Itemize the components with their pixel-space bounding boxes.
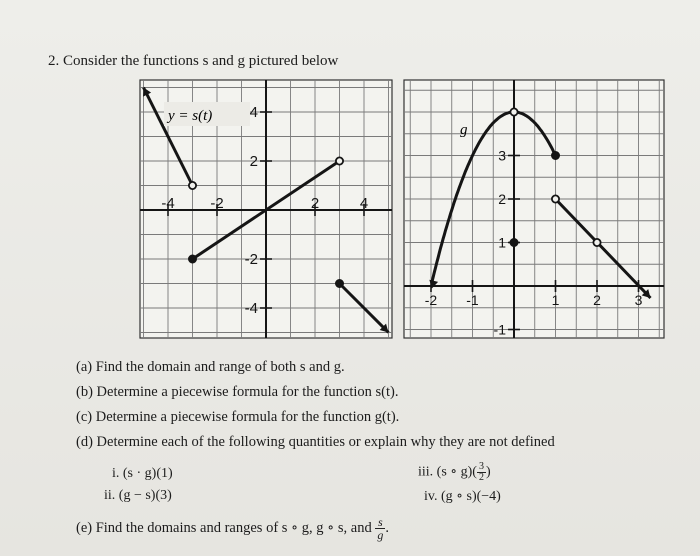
g-y-tick-label: 1	[498, 234, 506, 251]
s-x-tick-label: 2	[310, 195, 320, 212]
s-segment-2-closed-point	[189, 255, 196, 262]
s-y-tick-label: -4	[244, 300, 258, 317]
g-x-tick-label: -1	[466, 292, 479, 308]
problem-number: 2.	[48, 53, 60, 69]
s-x-tick-label: -4	[161, 195, 175, 212]
g-open-point	[510, 108, 517, 115]
g-label: g	[460, 122, 468, 138]
g-x-tick-label: 3	[634, 292, 643, 308]
part-d: (d) Determine each of the following quantities or explain why they are not defined	[76, 434, 555, 450]
g-open-point	[593, 239, 600, 246]
g-x-tick-label: -2	[424, 292, 438, 308]
part-e: (e) Find the domains and ranges of s ∘ g, g ∘ s, and $\frac{s}{g}$ .	[76, 515, 389, 542]
s-y-tick-label: 2	[249, 153, 258, 170]
s-y-tick-label: 4	[249, 104, 258, 121]
g-grid-frame	[404, 80, 664, 338]
part-b: (b) Determine a piecewise formula for the function s(t).	[76, 384, 399, 400]
part-d-iii: iii. (s ∘ g)( $\frac{3}{2}$ )	[418, 461, 491, 483]
s-segment-2-open-point	[336, 157, 343, 164]
g-open-point	[552, 195, 559, 202]
g-grid	[404, 80, 664, 338]
part-d-iv: iv. (g ∘ s)(−4)	[424, 489, 501, 504]
fraction-three-halves: $\frac{3}{2}$	[478, 461, 484, 483]
g-x-tick-label: 1	[551, 292, 560, 308]
part-d-iii-text: iii. (s ∘ g)(	[418, 464, 477, 480]
s-x-tick-label: -2	[210, 195, 224, 212]
s-x-tick-label: 4	[359, 195, 369, 212]
problem-text: Consider the functions s and g pictured below	[63, 53, 339, 69]
part-e-text: (e) Find the domains and ranges of s ∘ g, g ∘ s, and	[76, 519, 372, 536]
part-d-ii: ii. (g − s)(3)	[104, 488, 172, 503]
g-y-tick-label: -1	[493, 321, 506, 338]
problem-statement	[48, 53, 338, 70]
s-y-tick-label: -2	[244, 251, 258, 268]
g-closed-point	[552, 152, 559, 159]
part-c: (c) Determine a piecewise formula for the function g(t).	[76, 409, 400, 425]
part-a: (a) Find the domain and range of both s and g.	[76, 359, 345, 375]
part-d-i: i. (s · g)(1)	[112, 466, 173, 481]
g-x-tick-label: 2	[593, 292, 601, 308]
s-label: y = s(t)	[168, 108, 213, 124]
s-segment-1-open-point	[189, 182, 196, 189]
g-y-tick-label: 3	[498, 147, 506, 164]
graph-g	[402, 78, 666, 340]
g-y-tick-label: 2	[498, 191, 506, 207]
fraction-s-over-g: $\frac{s}{g}$	[377, 515, 384, 542]
graph-s	[138, 78, 394, 340]
s-segment-3-closed-point	[336, 280, 343, 287]
